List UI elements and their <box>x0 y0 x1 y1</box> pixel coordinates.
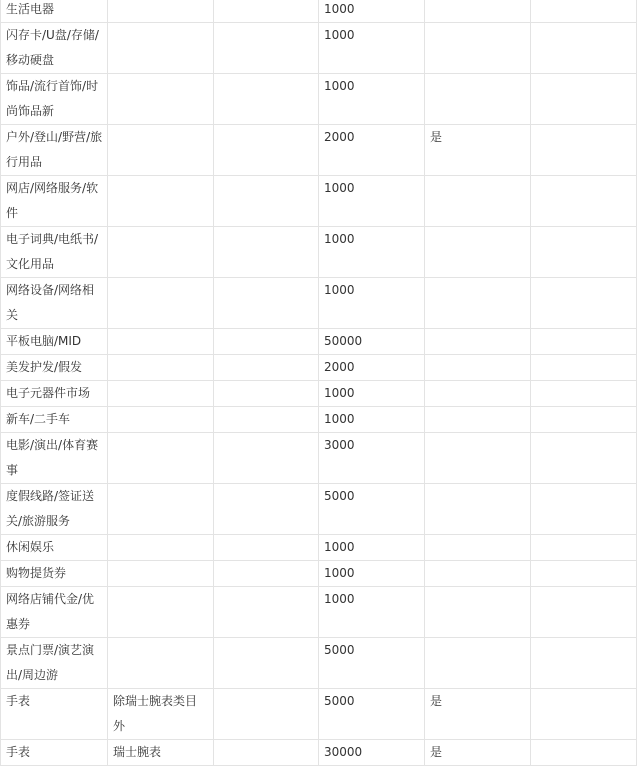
empty-cell <box>531 125 637 176</box>
amount-cell-text: 1000 <box>324 283 355 297</box>
empty-cell <box>214 381 319 407</box>
flag-cell <box>425 689 531 740</box>
flag-cell <box>425 329 531 355</box>
empty-cell <box>531 433 637 484</box>
empty-cell <box>531 0 637 23</box>
amount-cell <box>319 74 425 125</box>
flag-cell-text: 是 <box>430 694 443 708</box>
table-row <box>1 433 637 484</box>
empty-cell <box>531 561 637 587</box>
empty-cell <box>531 484 637 535</box>
amount-cell-text: 1000 <box>324 592 355 606</box>
amount-cell <box>319 740 425 766</box>
amount-cell-text: 1000 <box>324 566 355 580</box>
table-row <box>1 587 637 638</box>
amount-cell <box>319 689 425 740</box>
empty-cell <box>531 227 637 278</box>
category-cell <box>1 689 108 740</box>
empty-cell <box>214 125 319 176</box>
category-cell-text: 美发护发/假发 <box>6 360 83 374</box>
empty-cell <box>214 278 319 329</box>
table-row <box>1 689 637 740</box>
flag-cell <box>425 587 531 638</box>
empty-cell <box>214 689 319 740</box>
flag-cell <box>425 125 531 176</box>
category-cell-text: 电子元器件市场 <box>6 386 91 400</box>
amount-cell <box>319 0 425 23</box>
subcategory-cell <box>108 329 214 355</box>
table-row <box>1 638 637 689</box>
empty-cell <box>214 407 319 433</box>
amount-cell-text: 1000 <box>324 79 355 93</box>
category-cell <box>1 23 108 74</box>
empty-cell <box>214 433 319 484</box>
table-row <box>1 535 637 561</box>
flag-cell-text: 是 <box>430 130 443 144</box>
subcategory-cell <box>108 689 214 740</box>
flag-cell <box>425 638 531 689</box>
amount-cell <box>319 638 425 689</box>
flag-cell-text: 是 <box>430 745 443 759</box>
empty-cell <box>531 535 637 561</box>
subcategory-cell <box>108 125 214 176</box>
flag-cell <box>425 0 531 23</box>
subcategory-cell-text: 除瑞士腕表类目外 <box>113 694 198 733</box>
table-row <box>1 740 637 766</box>
empty-cell <box>214 176 319 227</box>
empty-cell <box>531 638 637 689</box>
category-cell <box>1 587 108 638</box>
empty-cell <box>214 0 319 23</box>
category-cell-text: 度假线路/签证送关/旅游服务 <box>6 489 95 528</box>
empty-cell <box>531 587 637 638</box>
amount-cell <box>319 535 425 561</box>
table-row <box>1 0 637 23</box>
amount-cell-text: 1000 <box>324 386 355 400</box>
amount-cell <box>319 561 425 587</box>
amount-cell-text: 1000 <box>324 232 355 246</box>
category-cell <box>1 484 108 535</box>
flag-cell <box>425 278 531 329</box>
amount-cell-text: 5000 <box>324 489 355 503</box>
amount-cell <box>319 587 425 638</box>
category-cell-text: 闪存卡/U盘/存储/移动硬盘 <box>6 28 99 67</box>
category-cell <box>1 278 108 329</box>
subcategory-cell <box>108 433 214 484</box>
table-row <box>1 407 637 433</box>
empty-cell <box>214 535 319 561</box>
amount-cell-text: 1000 <box>324 540 355 554</box>
category-cell-text: 户外/登山/野营/旅行用品 <box>6 130 103 169</box>
category-cell <box>1 355 108 381</box>
category-cell <box>1 227 108 278</box>
amount-cell-text: 5000 <box>324 694 355 708</box>
empty-cell <box>214 23 319 74</box>
amount-cell-text: 1000 <box>324 28 355 42</box>
category-cell-text: 饰品/流行首饰/时尚饰品新 <box>6 79 99 118</box>
amount-cell <box>319 329 425 355</box>
category-cell-text: 购物提货券 <box>6 566 67 580</box>
empty-cell <box>531 381 637 407</box>
table-row <box>1 381 637 407</box>
table-row <box>1 125 637 176</box>
category-cell <box>1 433 108 484</box>
amount-cell <box>319 355 425 381</box>
empty-cell <box>531 278 637 329</box>
category-cell <box>1 0 108 23</box>
flag-cell <box>425 433 531 484</box>
flag-cell <box>425 23 531 74</box>
category-cell-text: 电影/演出/体育赛事 <box>6 438 99 477</box>
subcategory-cell <box>108 587 214 638</box>
empty-cell <box>531 355 637 381</box>
empty-cell <box>531 176 637 227</box>
flag-cell <box>425 407 531 433</box>
flag-cell <box>425 561 531 587</box>
category-cell <box>1 740 108 766</box>
amount-cell <box>319 433 425 484</box>
flag-cell <box>425 74 531 125</box>
category-cell-text: 景点门票/演艺演出/周边游 <box>6 643 95 682</box>
amount-cell <box>319 407 425 433</box>
empty-cell <box>531 689 637 740</box>
flag-cell <box>425 227 531 278</box>
amount-cell <box>319 278 425 329</box>
amount-cell <box>319 23 425 74</box>
category-cell-text: 休闲娱乐 <box>6 540 55 554</box>
empty-cell <box>214 74 319 125</box>
table-row <box>1 278 637 329</box>
amount-cell-text: 1000 <box>324 2 355 16</box>
empty-cell <box>214 227 319 278</box>
flag-cell <box>425 355 531 381</box>
flag-cell <box>425 740 531 766</box>
category-cell <box>1 535 108 561</box>
subcategory-cell <box>108 561 214 587</box>
category-cell-text: 网络设备/网络相关 <box>6 283 95 322</box>
empty-cell <box>214 587 319 638</box>
empty-cell <box>214 329 319 355</box>
flag-cell <box>425 381 531 407</box>
flag-cell <box>425 176 531 227</box>
subcategory-cell <box>108 535 214 561</box>
category-cell-text: 网络店铺代金/优惠券 <box>6 592 95 631</box>
subcategory-cell <box>108 0 214 23</box>
subcategory-cell <box>108 74 214 125</box>
category-cell <box>1 329 108 355</box>
category-cell <box>1 561 108 587</box>
subcategory-cell <box>108 638 214 689</box>
subcategory-cell <box>108 355 214 381</box>
empty-cell <box>214 484 319 535</box>
table-row <box>1 227 637 278</box>
flag-cell <box>425 535 531 561</box>
amount-cell-text: 50000 <box>324 334 363 348</box>
amount-cell-text: 1000 <box>324 412 355 426</box>
table-row <box>1 561 637 587</box>
category-cell <box>1 74 108 125</box>
table-row <box>1 23 637 74</box>
subcategory-cell <box>108 278 214 329</box>
subcategory-cell <box>108 23 214 74</box>
subcategory-cell <box>108 227 214 278</box>
category-cell <box>1 407 108 433</box>
amount-cell-text: 2000 <box>324 360 355 374</box>
amount-cell-text: 5000 <box>324 643 355 657</box>
table-row <box>1 74 637 125</box>
category-cell <box>1 125 108 176</box>
table-row <box>1 329 637 355</box>
empty-cell <box>531 329 637 355</box>
empty-cell <box>531 407 637 433</box>
empty-cell <box>531 23 637 74</box>
category-cell-text: 平板电脑/MID <box>6 334 82 348</box>
subcategory-cell <box>108 176 214 227</box>
subcategory-cell-text: 瑞士腕表 <box>113 745 162 759</box>
subcategory-cell <box>108 407 214 433</box>
empty-cell <box>531 74 637 125</box>
amount-cell-text: 2000 <box>324 130 355 144</box>
flag-cell <box>425 484 531 535</box>
category-cell <box>1 176 108 227</box>
amount-cell-text: 3000 <box>324 438 355 452</box>
subcategory-cell <box>108 381 214 407</box>
amount-cell <box>319 125 425 176</box>
category-cell <box>1 638 108 689</box>
category-cell-text: 手表 <box>6 694 31 708</box>
subcategory-cell <box>108 484 214 535</box>
category-cell-text: 新车/二手车 <box>6 412 71 426</box>
table-body <box>1 0 637 766</box>
category-cell-text: 网店/网络服务/软件 <box>6 181 99 220</box>
amount-cell <box>319 227 425 278</box>
amount-cell <box>319 381 425 407</box>
subcategory-cell <box>108 740 214 766</box>
table-row <box>1 176 637 227</box>
empty-cell <box>214 740 319 766</box>
category-cell-text: 手表 <box>6 745 31 759</box>
category-cell-text: 电子词典/电纸书/文化用品 <box>6 232 99 271</box>
amount-cell-text: 1000 <box>324 181 355 195</box>
amount-cell <box>319 484 425 535</box>
empty-cell <box>214 561 319 587</box>
empty-cell <box>214 355 319 381</box>
amount-cell-text: 30000 <box>324 745 363 759</box>
table-row <box>1 355 637 381</box>
empty-cell <box>214 638 319 689</box>
category-cell <box>1 381 108 407</box>
category-cell-text: 生活电器 <box>6 2 55 16</box>
empty-cell <box>531 740 637 766</box>
table-row <box>1 484 637 535</box>
amount-cell <box>319 176 425 227</box>
